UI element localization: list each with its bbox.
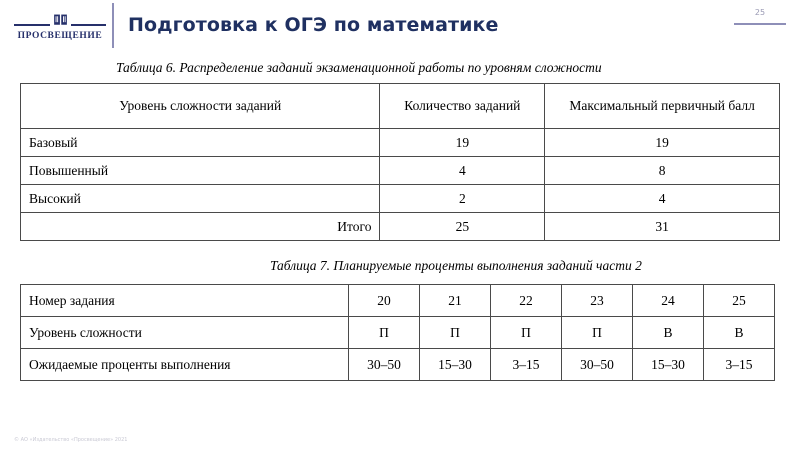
page-number-rule <box>734 23 786 25</box>
table-row-header <box>21 84 780 129</box>
cell-score: 8 <box>545 157 780 185</box>
publisher-logo <box>14 6 106 46</box>
row-label-task-number: Номер задания <box>21 285 349 317</box>
cell-score: 19 <box>545 129 780 157</box>
cell-difficulty: В <box>704 317 775 349</box>
cell-count: 4 <box>380 157 545 185</box>
logo-rule-left <box>14 24 50 26</box>
cell-difficulty: П <box>491 317 562 349</box>
table-row <box>21 157 780 185</box>
header-divider <box>112 3 114 48</box>
cell-task-number: 25 <box>704 285 775 317</box>
page-title: Подготовка к ОГЭ по математике <box>128 14 499 36</box>
logo-wordmark: ПРОСВЕЩЕНИЕ <box>17 30 103 41</box>
cell-task-number: 21 <box>420 285 491 317</box>
cell-percent: 30–50 <box>562 349 633 381</box>
cell-task-number: 20 <box>349 285 420 317</box>
cell-total-score: 31 <box>545 213 780 241</box>
cell-percent: 15–30 <box>633 349 704 381</box>
cell-percent: 3–15 <box>491 349 562 381</box>
open-book-icon <box>52 12 69 29</box>
row-label-difficulty: Уровень сложности <box>21 317 349 349</box>
cell-level: Высокий <box>21 185 380 213</box>
cell-percent: 30–50 <box>349 349 420 381</box>
row-label-percents: Ожидаемые проценты выполнения <box>21 349 349 381</box>
cell-total-count: 25 <box>380 213 545 241</box>
cell-total-label: Итого <box>21 213 380 241</box>
cell-percent: 3–15 <box>704 349 775 381</box>
table-row-total <box>21 213 780 241</box>
column-header-score: Максимальный первичный балл <box>545 84 780 129</box>
table-row-difficulty <box>21 317 775 349</box>
cell-difficulty: П <box>420 317 491 349</box>
table-7-caption: Таблица 7. Планируемые проценты выполнения заданий части 2 <box>270 258 642 273</box>
cell-task-number: 22 <box>491 285 562 317</box>
table-row <box>21 185 780 213</box>
cell-level: Повышенный <box>21 157 380 185</box>
cell-task-number: 24 <box>633 285 704 317</box>
cell-count: 2 <box>380 185 545 213</box>
page-number-block <box>734 8 786 25</box>
table-row-percents <box>21 349 775 381</box>
table-row-task-numbers <box>21 285 775 317</box>
logo-mark-row <box>14 12 106 30</box>
table-row <box>21 129 780 157</box>
cell-task-number: 23 <box>562 285 633 317</box>
cell-difficulty: В <box>633 317 704 349</box>
table-6-caption: Таблица 6. Распределение заданий экзаменационной работы по уровням сложности <box>116 60 602 75</box>
column-header-count: Количество заданий <box>380 84 545 129</box>
difficulty-distribution-table <box>20 83 780 241</box>
cell-difficulty: П <box>349 317 420 349</box>
footer-copyright: © АО «Издательство «Просвещение» 2021 <box>14 437 128 443</box>
expected-completion-table <box>20 284 775 381</box>
logo-rule-right <box>71 24 107 26</box>
cell-percent: 15–30 <box>420 349 491 381</box>
column-header-level: Уровень сложности заданий <box>21 84 380 129</box>
cell-count: 19 <box>380 129 545 157</box>
cell-level: Базовый <box>21 129 380 157</box>
page-number: 25 <box>754 8 766 17</box>
cell-difficulty: П <box>562 317 633 349</box>
cell-score: 4 <box>545 185 780 213</box>
slide-header <box>0 0 800 52</box>
